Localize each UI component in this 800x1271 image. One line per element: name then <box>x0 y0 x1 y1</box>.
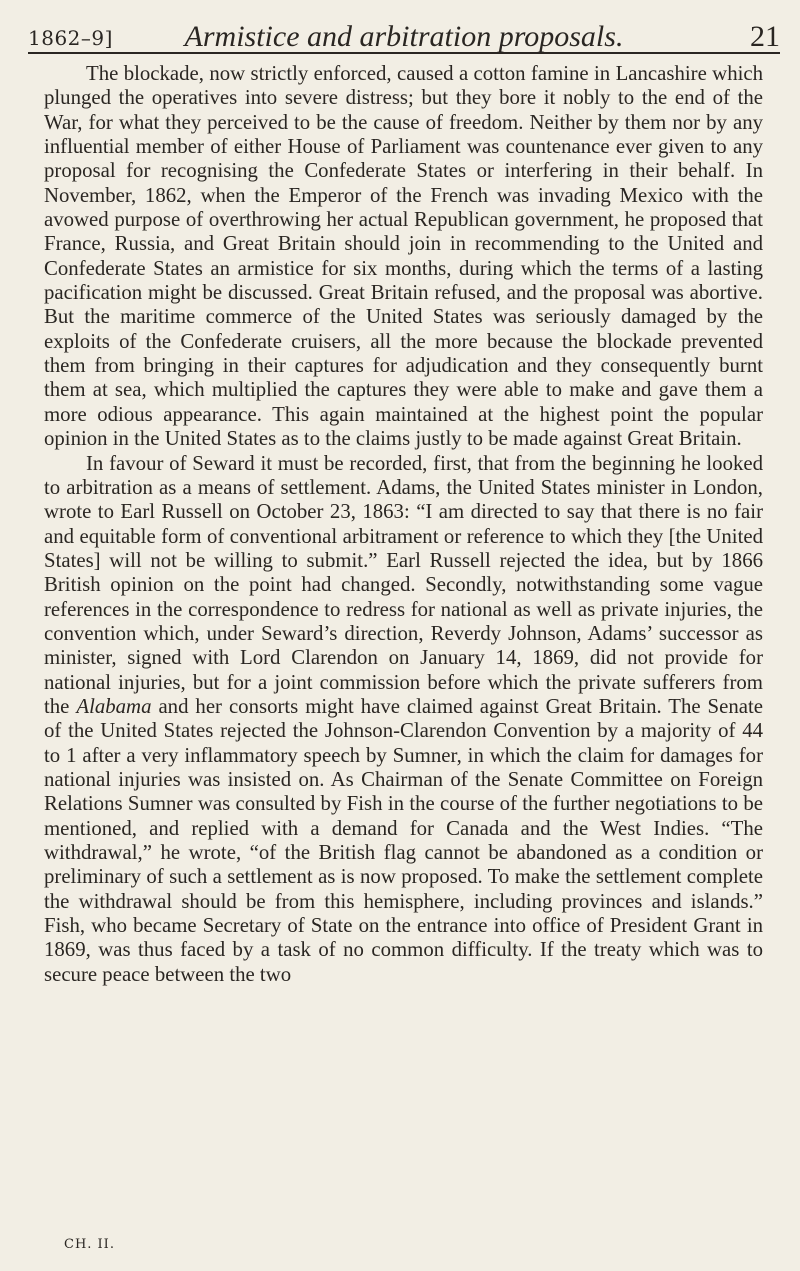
body-text <box>44 62 763 987</box>
signature-mark: CH. II. <box>64 1237 115 1252</box>
ship-name-alabama: Alabama <box>76 694 152 718</box>
header-rule <box>28 52 780 54</box>
page-number: 21 <box>750 20 780 53</box>
paragraph-blockade: The blockade, now strictly enforced, caused a cotton famine in Lancashire which plunged the operatives into severe distress; but they bore it nobly to the end of the War, for what they perceived to be the cause of freedom. Neither by them nor by any influential member of either House of Parliament was countenance ever given to any proposal for recognising the Confederate States or interfering in their behalf. In November, 1862, when the Emperor of the French was invading Mexico with the avowed purpose of overthrowing her actual Republican government, he proposed that France, Russia, and Great Britain should join in recommending to the United and Confederate States an armistice for six months, during which the terms of a lasting pacification might be discussed. Great Britain refused, and the proposal was abortive. But the maritime commerce of the United States was seriously damaged by the exploits of the Confederate cruisers, all the more because the blockade prevented them from bringing in their captures for adjudication and they consequently burnt them at sea, which multiplied the captures they were able to make and gave them a more odious appearance. This again maintained at the highest point the popular opinion in the United States as to the claims justly to be made against Great Britain. <box>44 62 763 451</box>
running-head-years: 1862–9] <box>28 26 113 50</box>
running-head-title: Armistice and arbitration proposals. <box>184 20 624 53</box>
paragraph-seward: In favour of Seward it must be recorded, first, that from the beginning he looked to arbitration as a means of settlement. Adams, the United States minister in London, wrote to Earl Russell on October 23, 1863: “I am directed to say that there is no fair and equitable form of conventional arbitrament or reference to which they [the United States] will not be willing to submit.” Earl Russell rejected the idea, but by 1866 British opinion on the point had changed. Secondly, notwithstanding some vague references in the correspondence to redress for national as well as private injuries, the convention which, under Seward’s direction, Reverdy Johnson, Adams’ successor as minister, signed with Lord Clarendon on January 14, 1869, did not provide for national injuries, but for a joint commission before which the private sufferers from the Alabama and her consorts might have claimed against Great Britain. The Senate of the United States rejected the Johnson-Clarendon Convention by a majority of 44 to 1 after a very inflammatory speech by Sumner, in which the claim for damages for national injuries was insisted on. As Chairman of the Senate Committee on Foreign Relations Sumner was consulted by Fish in the course of the further negotiations to be mentioned, and replied with a demand for Canada and the West Indies. “The withdrawal,” he wrote, “of the British flag cannot be abandoned as a condition or preliminary of such a settlement as is now proposed. To make the settlement complete the withdrawal should be from this hemisphere, including provinces and islands.” Fish, who became Secretary of State on the entrance into office of President Grant in 1869, was thus faced by a task of no common difficulty. If the treaty which was to secure peace between the two <box>44 451 763 986</box>
running-head <box>28 14 780 54</box>
